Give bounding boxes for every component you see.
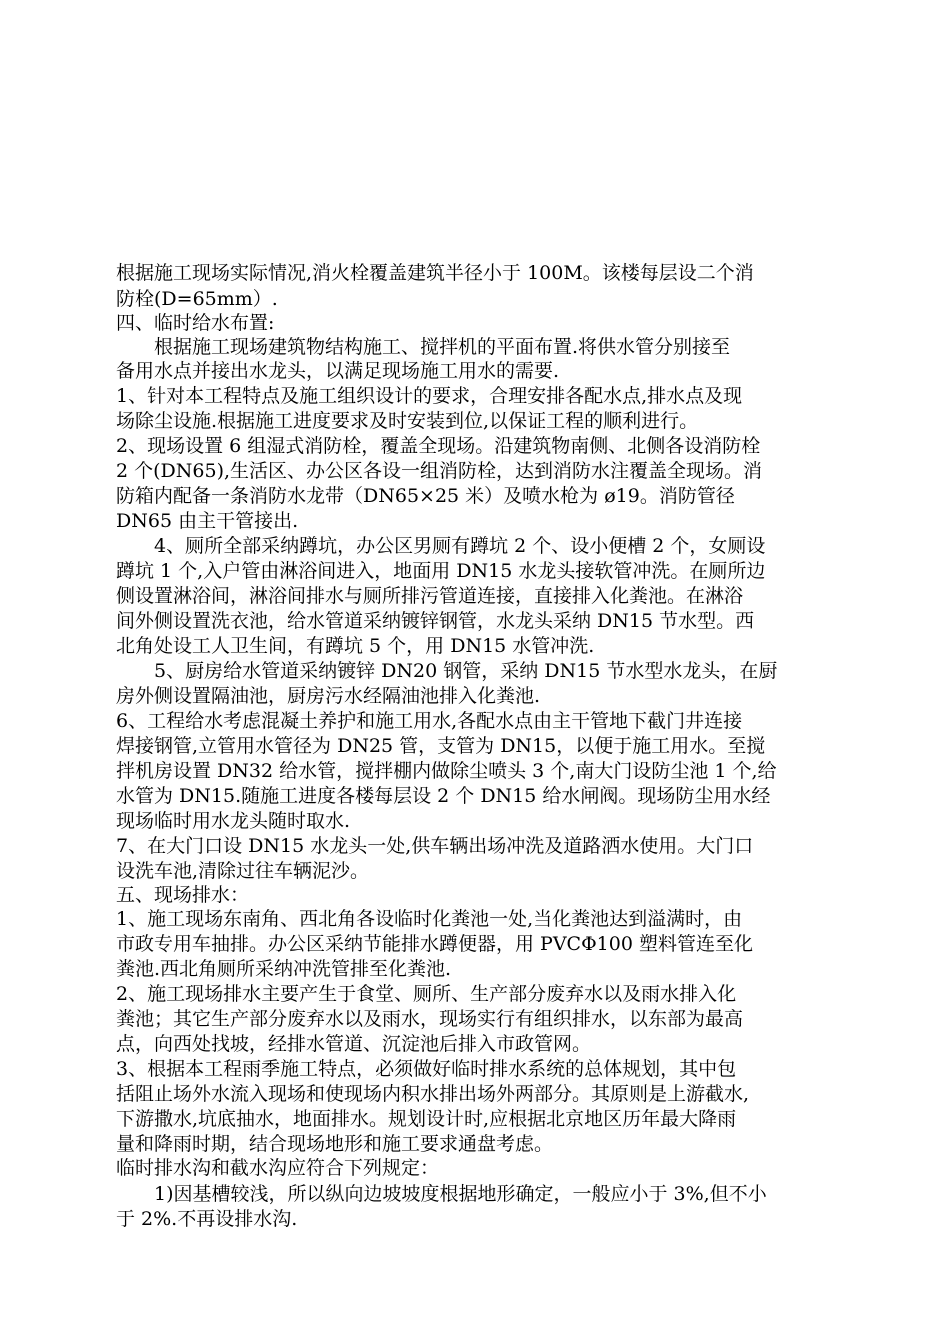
paragraph-line: 蹲坑 1 个,入户管由淋浴间进入，地面用 DN15 水龙头接软管冲洗。在厕所边 xyxy=(116,560,766,582)
paragraph-line: 房外侧设置隔油池，厨房污水经隔油池排入化粪池. xyxy=(116,685,541,707)
section-heading-drainage: 五、现场排水： xyxy=(116,884,250,906)
paragraph-line: 市政专用车抽排。办公区采纳节能排水蹲便器，用 PVCΦ100 塑料管连至化 xyxy=(116,933,753,955)
paragraph-line: 防箱内配备一条消防水龙带（DN65×25 米）及喷水枪为 ø19。消防管径 xyxy=(116,485,735,507)
paragraph-line: 临时排水沟和截水沟应符合下列规定： xyxy=(116,1157,440,1179)
paragraph-line: 2、现场设置 6 组湿式消防栓，覆盖全现场。沿建筑物南侧、北侧各设消防栓 xyxy=(116,435,761,457)
paragraph-line: 北角处设工人卫生间，有蹲坑 5 个，用 DN15 水管冲洗. xyxy=(116,635,595,657)
paragraph-line: 5、厨房给水管道采纳镀锌 DN20 钢管，采纳 DN15 节水型水龙头，在厨 xyxy=(116,660,778,682)
paragraph-line: 量和降雨时期，结合现场地形和施工要求通盘考虑。 xyxy=(116,1133,554,1155)
paragraph-line: 2 个(DN65),生活区、办公区各设一组消防栓，达到消防水注覆盖全现场。消 xyxy=(116,460,763,482)
paragraph-line: 7、在大门口设 DN15 水龙头一处,供车辆出场冲洗及道路洒水使用。大门口 xyxy=(116,835,754,857)
paragraph-line: 下游撒水,坑底抽水，地面排水。规划设计时,应根据北京地区历年最大降雨 xyxy=(116,1108,737,1130)
paragraph-line: 备用水点并接出水龙头，以满足现场施工用水的需要. xyxy=(116,360,560,382)
paragraph-line: DN65 由主干管接出. xyxy=(116,510,299,532)
paragraph-line: 1、针对本工程特点及施工组织设计的要求，合理安排各配水点,排水点及现 xyxy=(116,385,743,407)
paragraph-line: 设洗车池,清除过往车辆泥沙。 xyxy=(116,860,370,882)
paragraph-line: 3、根据本工程雨季施工特点，必须做好临时排水系统的总体规划，其中包 xyxy=(116,1058,737,1080)
paragraph-line: 6、工程给水考虑混凝土养护和施工用水,各配水点由主干管地下截门井连接 xyxy=(116,710,743,732)
paragraph-line: 根据施工现场实际情况,消火栓覆盖建筑半径小于 100M。该楼每层设二个消 xyxy=(116,262,754,284)
paragraph-line: 点，向西处找坡，经排水管道、沉淀池后排入市政管网。 xyxy=(116,1033,592,1055)
paragraph-line: 1、施工现场东南角、西北角各设临时化粪池一处,当化粪池达到溢满时，由 xyxy=(116,908,743,930)
paragraph-line: 现场临时用水龙头随时取水. xyxy=(116,810,351,832)
paragraph-line: 拌机房设置 DN32 给水管，搅拌棚内做除尘喷头 3 个,南大门设防尘池 1 个,给 xyxy=(116,760,777,782)
paragraph-line: 间外侧设置洗衣池，给水管道采纳镀锌钢管，水龙头采纳 DN15 节水型。西 xyxy=(116,610,755,632)
paragraph-line: 1)因基槽较浅，所以纵向边坡坡度根据地形确定，一般应小于 3%,但不小 xyxy=(116,1183,767,1205)
paragraph-line: 于 2%.不再设排水沟. xyxy=(116,1208,298,1230)
section-heading-water-supply: 四、临时给水布置: xyxy=(116,312,275,334)
paragraph-line: 4、厕所全部采纳蹲坑，办公区男厕有蹲坑 2 个、设小便槽 2 个，女厕设 xyxy=(116,535,766,557)
paragraph-line: 场除尘设施.根据施工进度要求及时安装到位,以保证工程的顺利进行。 xyxy=(116,410,699,432)
paragraph-line: 粪池；其它生产部分废弃水以及雨水，现场实行有组织排水，以东部为最高 xyxy=(116,1008,744,1030)
paragraph-line: 水管为 DN15.随施工进度各楼每层设 2 个 DN15 给水闸阀。现场防尘用水经 xyxy=(116,785,771,807)
paragraph-line: 焊接钢管,立管用水管径为 DN25 管，支管为 DN15，以便于施工用水。至搅 xyxy=(116,735,766,757)
paragraph-line: 防栓(D=65mm）. xyxy=(116,288,278,310)
paragraph-line: 2、施工现场排水主要产生于食堂、厕所、生产部分废弃水以及雨水排入化 xyxy=(116,983,737,1005)
paragraph-line: 括阻止场外水流入现场和使现场内积水排出场外两部分。其原则是上游截水, xyxy=(116,1083,750,1105)
paragraph-line: 侧设置淋浴间，淋浴间排水与厕所排污管道连接，直接排入化粪池。在淋浴 xyxy=(116,585,744,607)
paragraph-line: 根据施工现场建筑物结构施工、搅拌机的平面布置.将供水管分别接至 xyxy=(116,336,731,358)
paragraph-line: 粪池.西北角厕所采纳冲洗管排至化粪池. xyxy=(116,958,452,980)
